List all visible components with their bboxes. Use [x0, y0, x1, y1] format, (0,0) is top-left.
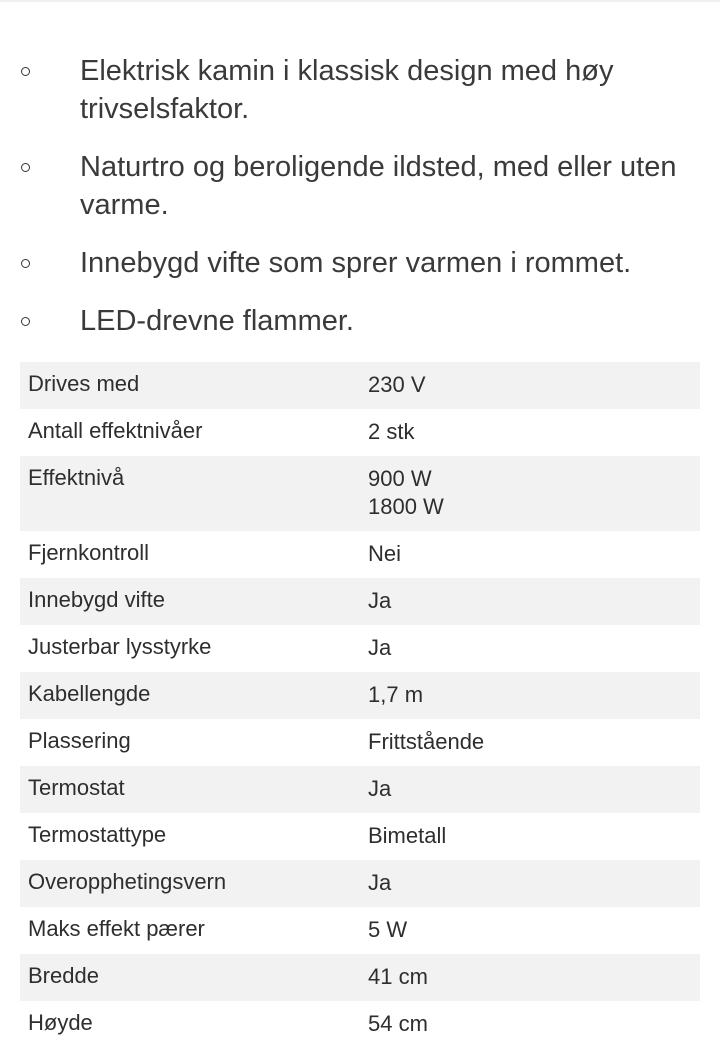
feature-item [0, 302, 720, 340]
spec-value [360, 813, 700, 860]
spec-label: Justerbar lysstyrke [28, 634, 212, 659]
spec-value [360, 672, 700, 719]
feature-text: LED-drevne flammer. [80, 305, 354, 337]
feature-item [0, 244, 720, 282]
table-row [20, 362, 700, 409]
spec-label: Overopphetingsvern [28, 869, 227, 894]
feature-list [0, 52, 720, 360]
spec-value-line: 900 W [368, 466, 432, 491]
feature-text: Innebygd vifte som sprer varmen i rommet. [80, 247, 632, 279]
spec-value-line: 1800 W [368, 494, 444, 519]
spec-label: Maks effekt pærer [28, 916, 205, 941]
spec-value [360, 719, 700, 766]
table-row [20, 719, 700, 766]
spec-value-line: 41 cm [368, 964, 428, 989]
table-row [20, 531, 700, 578]
spec-value-line: 5 W [368, 917, 408, 942]
circle-bullet-icon [21, 259, 30, 268]
spec-label: Termostattype [28, 822, 167, 847]
spec-value-line: 2 stk [368, 419, 415, 444]
spec-value-line: Ja [368, 635, 392, 660]
table-row [20, 456, 700, 531]
spec-label: Bredde [28, 963, 99, 988]
spec-label: Plassering [28, 728, 131, 753]
circle-bullet-icon [21, 67, 30, 76]
spec-label: Fjernkontroll [28, 540, 150, 565]
feature-item [0, 52, 720, 128]
spec-value [360, 409, 700, 456]
feature-item [0, 148, 720, 224]
spec-value-line: Bimetall [368, 823, 447, 848]
spec-value [360, 766, 700, 813]
spec-value-line: Ja [368, 776, 392, 801]
spec-value-line: 1,7 m [368, 682, 424, 707]
spec-value [360, 362, 700, 409]
spec-value-line: Nei [368, 541, 402, 566]
spec-label: Termostat [28, 775, 125, 800]
spec-value [360, 625, 700, 672]
table-row [20, 766, 700, 813]
spec-label: Drives med [28, 371, 140, 396]
table-row [20, 860, 700, 907]
table-row [20, 625, 700, 672]
spec-value-line: 230 V [368, 372, 426, 397]
spec-value [360, 578, 700, 625]
circle-bullet-icon [21, 317, 30, 326]
spec-value-line: 54 cm [368, 1011, 428, 1036]
spec-value-line: Frittstående [368, 729, 485, 754]
spec-label: Kabellengde [28, 681, 151, 706]
table-row [20, 954, 700, 1001]
feature-text: Naturtro og beroligende ildsted, med eller uten varme. [80, 151, 677, 221]
spec-value-line: Ja [368, 870, 392, 895]
spec-value [360, 907, 700, 954]
table-row [20, 907, 700, 954]
spec-value [360, 531, 700, 578]
spec-value [360, 456, 700, 531]
table-row [20, 1001, 700, 1048]
spec-label: Effektnivå [28, 465, 125, 490]
spec-value [360, 860, 700, 907]
table-row [20, 409, 700, 456]
spec-label: Høyde [28, 1010, 93, 1035]
circle-bullet-icon [21, 163, 30, 172]
table-row [20, 813, 700, 860]
spec-value [360, 1001, 700, 1048]
specifications-table [20, 362, 700, 1048]
top-divider [0, 0, 720, 2]
spec-label: Innebygd vifte [28, 587, 165, 612]
spec-label: Antall effektnivåer [28, 418, 203, 443]
table-row [20, 578, 700, 625]
table-row [20, 672, 700, 719]
feature-text: Elektrisk kamin i klassisk design med høy trivselsfaktor. [80, 55, 614, 125]
spec-value [360, 954, 700, 1001]
spec-value-line: Ja [368, 588, 392, 613]
